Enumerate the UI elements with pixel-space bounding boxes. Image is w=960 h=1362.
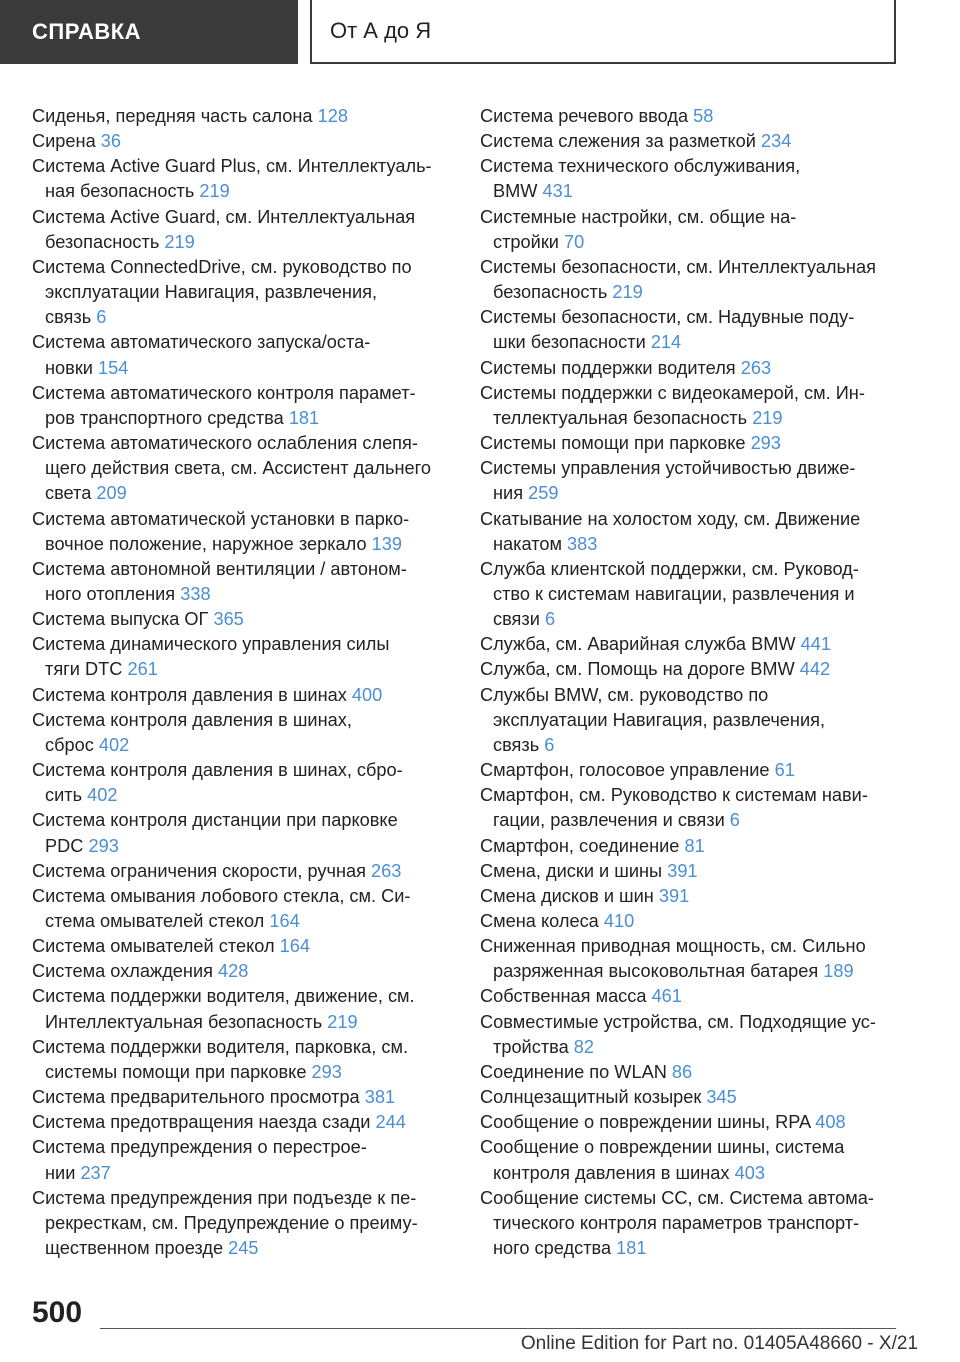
index-entry-text: света	[45, 483, 92, 504]
page-link[interactable]: 70	[564, 231, 585, 252]
index-entry	[480, 1135, 910, 1185]
page-link[interactable]: 402	[98, 734, 130, 755]
page-link[interactable]: 237	[80, 1162, 111, 1183]
index-entry-text: Система контроля давления в шинах	[32, 684, 347, 705]
index-entry-text: Служба, см. Аварийная служба BMW	[480, 634, 796, 655]
index-entry-text: Сообщение о повреждении шины, RPA	[480, 1112, 811, 1133]
page-link[interactable]: 209	[96, 483, 127, 504]
page-number: 500	[32, 1296, 83, 1329]
index-entry	[480, 104, 910, 129]
index-entry-text: Система предупреждения при подъезде к пе-	[32, 1187, 417, 1208]
index-entry-text: нии	[45, 1162, 76, 1183]
index-entry	[32, 129, 472, 154]
page-link[interactable]: 431	[542, 181, 573, 202]
page-link[interactable]: 219	[327, 1011, 358, 1032]
page-link[interactable]: 263	[371, 860, 402, 881]
page-link[interactable]: 214	[650, 332, 682, 353]
index-entry	[32, 1186, 472, 1261]
index-entry-text: Скатывание на холостом ходу, см. Движение	[480, 508, 861, 529]
index-entry	[32, 507, 472, 557]
index-entry-text: ного средства	[493, 1238, 612, 1259]
index-entry-text: безопасность	[493, 282, 608, 303]
index-entry	[480, 783, 910, 833]
index-entry	[32, 1110, 472, 1135]
index-entry-text: Смена колеса	[480, 911, 599, 931]
index-entry	[480, 884, 910, 909]
index-entry-text: разряженная высоковольтная батарея	[493, 961, 819, 982]
index-entry-text: ния	[493, 483, 524, 504]
index-entry	[480, 632, 910, 657]
index-entry-text: PDC	[45, 835, 84, 856]
index-entry-text: шки безопасности	[493, 332, 646, 353]
index-entry	[32, 431, 472, 506]
index-entry-text: Система поддержки водителя, движение, см.	[32, 986, 415, 1007]
index-entry-text: Системы поддержки водителя	[480, 357, 736, 378]
index-entry-text: тического контроля параметров транспорт-	[493, 1212, 860, 1233]
page-link[interactable]: 219	[752, 407, 783, 428]
index-entry	[32, 154, 472, 204]
index-entry-text: Системы безопасности, см. Интеллектуальная	[480, 256, 876, 277]
index-column-left	[32, 104, 472, 1261]
index-entry	[480, 657, 910, 682]
page-link[interactable]: 261	[127, 659, 158, 680]
index-entry-text: ство к системам навигации, развлечения и	[493, 583, 855, 604]
page-link[interactable]: 36	[100, 131, 121, 152]
index-entry	[480, 1010, 910, 1060]
index-entry-text: Смартфон, соединение	[480, 835, 680, 856]
index-entry	[480, 305, 910, 355]
index-entry	[32, 557, 472, 607]
index-entry-text: Система автоматического запуска/оста-	[32, 332, 371, 353]
index-entry	[480, 1060, 910, 1085]
page-link[interactable]: 6	[544, 734, 555, 755]
page-link[interactable]: 245	[228, 1238, 259, 1259]
index-entry-text: Совместимые устройства, см. Подходящие ус-	[480, 1011, 876, 1032]
index-entry-text: Система охлаждения	[32, 961, 213, 982]
index-entry	[480, 984, 910, 1009]
index-entry-text: ного отопления	[45, 583, 176, 604]
index-entry-text: Системы поддержки с видеокамерой, см. Ин-	[480, 382, 865, 403]
index-entry-text: Смартфон, см. Руководство к системам нави-	[480, 785, 868, 806]
index-entry-text: Система речевого ввода	[480, 106, 689, 126]
page-link[interactable]: 82	[573, 1036, 595, 1057]
index-entry-text: Система динамического управления силы	[32, 634, 390, 655]
index-entry-text: Системы помощи при парковке	[480, 433, 746, 454]
index-entry	[480, 834, 910, 859]
index-entry	[32, 255, 472, 330]
page-link[interactable]: 6	[544, 609, 556, 630]
index-entry-text: связь	[493, 734, 540, 755]
page-link[interactable]: 139	[371, 533, 403, 554]
page-link[interactable]: 219	[612, 282, 643, 303]
section-tab[interactable]	[0, 0, 298, 64]
index-entry-text: Смена дисков и шин	[480, 885, 654, 906]
section-tab-label: СПРАВКА	[32, 19, 142, 44]
index-entry-text: ров транспортного средства	[45, 407, 284, 428]
page-link[interactable]: 128	[317, 106, 348, 126]
index-entry-text: Службы BMW, см. руководство по	[480, 684, 769, 705]
page-link[interactable]: 391	[658, 885, 690, 906]
index-entry-text: Интеллектуальная безопасность	[45, 1011, 323, 1032]
index-entry-text: Система ограничения скорости, ручная	[32, 860, 366, 881]
index-entry-text: Сирена	[32, 131, 96, 152]
index-entry-text: Солнцезащитный козырек	[480, 1087, 702, 1108]
index-entry-text: Система выпуска ОГ	[32, 609, 209, 630]
page-link[interactable]: 189	[823, 961, 854, 982]
index-entry	[480, 381, 910, 431]
index-entry-text: Система контроля давления в шинах,	[32, 709, 352, 730]
page-link[interactable]: 263	[740, 357, 772, 378]
index-entry-text: щего действия света, см. Ассистент дальнего	[45, 458, 431, 479]
index-entry-text: связи	[493, 609, 540, 630]
index-entry-text: Система омывания лобового стекла, см. Си-	[32, 885, 411, 906]
page-link[interactable]: 234	[761, 131, 792, 152]
index-entry	[32, 381, 472, 431]
index-entry	[32, 758, 472, 808]
index-entry	[32, 632, 472, 682]
index-entry	[480, 154, 910, 204]
index-entry-text: Система предварительного просмотра	[32, 1087, 360, 1108]
index-entry-text: Система автоматического ослабления слепя-	[32, 433, 418, 454]
index-entry-text: Сниженная приводная мощность, см. Сильно	[480, 936, 866, 957]
index-entry	[32, 959, 472, 984]
index-entry-text: Смена, диски и шины	[480, 860, 663, 881]
index-entry	[32, 104, 472, 129]
index-entry	[480, 909, 910, 934]
page-link[interactable]: 164	[269, 911, 300, 931]
index-entry-text: Системы управления устойчивостью движе-	[480, 458, 856, 479]
index-entry	[32, 683, 472, 708]
edition-note: Online Edition for Part no. 01405A48660 - X/21	[520, 1333, 918, 1354]
page-link[interactable]: 400	[351, 684, 383, 705]
index-entry-text: Система автоматического контроля парамет-	[32, 382, 416, 403]
page-link[interactable]: 181	[288, 407, 320, 428]
index-entry-text: рекресткам, см. Предупреждение о преиму-	[45, 1212, 418, 1233]
index-entry	[480, 431, 910, 456]
index-entry-text: стройки	[493, 231, 559, 252]
page-link[interactable]: 338	[180, 583, 211, 604]
index-entry-text: Собственная масса	[480, 986, 647, 1007]
page-link[interactable]: 461	[651, 986, 682, 1007]
index-entry	[480, 507, 910, 557]
index-entry-text: Системные настройки, см. общие на-	[480, 206, 797, 227]
index-entry-text: Соединение по WLAN	[480, 1061, 667, 1082]
index-entry	[480, 934, 910, 984]
index-entry-text: Система ConnectedDrive, см. руководство по	[32, 256, 412, 277]
page-link[interactable]: 61	[774, 760, 795, 781]
index-entry	[32, 708, 472, 758]
page-link[interactable]: 410	[603, 911, 635, 931]
index-entry	[32, 884, 472, 934]
index-entry-text: вочное положение, наружное зеркало	[45, 533, 367, 554]
index-entry	[480, 1085, 910, 1110]
index-entry	[32, 1135, 472, 1185]
index-entry	[480, 205, 910, 255]
index-entry	[480, 1110, 910, 1135]
index-entry	[32, 859, 472, 884]
page-link[interactable]: 381	[364, 1087, 396, 1108]
index-entry	[480, 129, 910, 154]
page-link[interactable]: 259	[528, 483, 559, 504]
page-link[interactable]: 6	[729, 810, 740, 831]
page-link[interactable]: 345	[706, 1087, 737, 1108]
page-link[interactable]: 164	[279, 936, 310, 957]
index-entry-text: Система технического обслуживания,	[480, 156, 801, 177]
index-entry-text: связь	[45, 307, 92, 328]
index-entry-text: эксплуатации Навигация, развлечения,	[493, 709, 826, 730]
index-entry	[480, 1186, 910, 1261]
index-column-right	[480, 104, 910, 1261]
page-link[interactable]: 219	[199, 181, 230, 202]
index-entry-text: Система омывателей стекол	[32, 936, 275, 957]
index-entry	[32, 205, 472, 255]
index-entry-text: Система контроля дистанции при парковке	[32, 810, 398, 831]
subsection-tab[interactable]	[310, 0, 896, 64]
index-entry-text: системы помощи при парковке	[45, 1061, 307, 1082]
index-entry-text: Система поддержки водителя, парковка, см.	[32, 1036, 409, 1057]
index-entry	[32, 984, 472, 1034]
index-entry	[480, 356, 910, 381]
index-entry	[32, 934, 472, 959]
index-entry	[480, 557, 910, 632]
page-link[interactable]: 408	[815, 1112, 846, 1133]
index-entry-text: щественном проезде	[45, 1238, 224, 1259]
index-entry-text: Служба клиентской поддержки, см. Руковод-	[480, 558, 859, 579]
index-entry	[32, 1085, 472, 1110]
index-entry-text: теллектуальная безопасность	[493, 407, 748, 428]
index-entry-text: тройства	[493, 1036, 569, 1057]
index-entry	[480, 456, 910, 506]
index-entry	[32, 607, 472, 632]
index-entry-text: Сообщение о повреждении шины, система	[480, 1137, 845, 1158]
index-entry-text: Системы безопасности, см. Надувные поду-	[480, 307, 855, 328]
page-link[interactable]: 86	[671, 1061, 693, 1082]
page-link[interactable]: 442	[799, 659, 831, 680]
index-entry-text: Система предупреждения о перестрое-	[32, 1137, 367, 1158]
page-link[interactable]: 365	[213, 609, 244, 630]
index-entry-text: Система автоматической установки в парко-	[32, 508, 410, 529]
index-entry	[32, 330, 472, 380]
index-entry-text: Сиденья, передняя часть салона	[32, 106, 313, 126]
subsection-tab-label: От А до Я	[330, 18, 432, 43]
index-entry-text: Система Active Guard Plus, см. Интеллектуаль-	[32, 156, 432, 177]
index-entry-text: Смартфон, голосовое управление	[480, 760, 770, 781]
page-link[interactable]: 428	[218, 961, 249, 982]
index-entry	[32, 1035, 472, 1085]
index-entry	[480, 255, 910, 305]
page-link[interactable]: 293	[88, 835, 119, 856]
index-entry	[480, 758, 910, 783]
index-entry-text: стема омывателей стекол	[45, 911, 265, 931]
index-entry-text: Служба, см. Помощь на дороге BMW	[480, 659, 795, 680]
index-entry	[480, 859, 910, 884]
index-entry-text: Система предотвращения наезда сзади	[32, 1112, 371, 1133]
page-link[interactable]: 58	[693, 106, 714, 126]
index-entry-text: Система автономной вентиляции / автоном-	[32, 558, 407, 579]
index-entry-text: новки	[45, 357, 93, 378]
index-entry-text: безопасность	[45, 231, 160, 252]
page-link[interactable]: 391	[667, 860, 698, 881]
index-entry	[32, 808, 472, 858]
index-entry-text: ная безопасность	[45, 181, 195, 202]
page-link[interactable]: 402	[87, 785, 118, 806]
index-entry-text: BMW	[493, 181, 538, 202]
index-entry-text: гации, развлечения и связи	[493, 810, 725, 831]
index-entry-text: сить	[45, 785, 83, 806]
page-link[interactable]: 441	[800, 634, 831, 655]
page-link[interactable]: 293	[750, 433, 781, 454]
index-entry-text: Сообщение системы СС, см. Система автома-	[480, 1187, 874, 1208]
index-entry-text: тяги DTC	[45, 659, 123, 680]
index-entry-text: Система Active Guard, см. Интеллектуальная	[32, 206, 416, 227]
index-entry-text: эксплуатации Навигация, развлечения,	[45, 282, 378, 303]
page-link[interactable]: 383	[567, 533, 598, 554]
page-link[interactable]: 244	[375, 1112, 406, 1133]
index-entry-text: сброс	[45, 734, 94, 755]
index-entry-text: накатом	[493, 533, 562, 554]
page-link[interactable]: 293	[311, 1061, 342, 1082]
page-link[interactable]: 154	[98, 357, 129, 378]
index-entry	[480, 683, 910, 758]
page-link[interactable]: 403	[734, 1162, 765, 1183]
index-entry-text: Система контроля давления в шинах, сбро-	[32, 760, 403, 781]
page-link[interactable]: 181	[616, 1238, 647, 1259]
page-link[interactable]: 6	[96, 307, 107, 328]
page-link[interactable]: 219	[164, 231, 195, 252]
page-link[interactable]: 81	[684, 835, 705, 856]
footer-divider	[100, 1328, 896, 1329]
index-entry-text: контроля давления в шинах	[493, 1162, 730, 1183]
index-entry-text: Система слежения за разметкой	[480, 131, 756, 152]
